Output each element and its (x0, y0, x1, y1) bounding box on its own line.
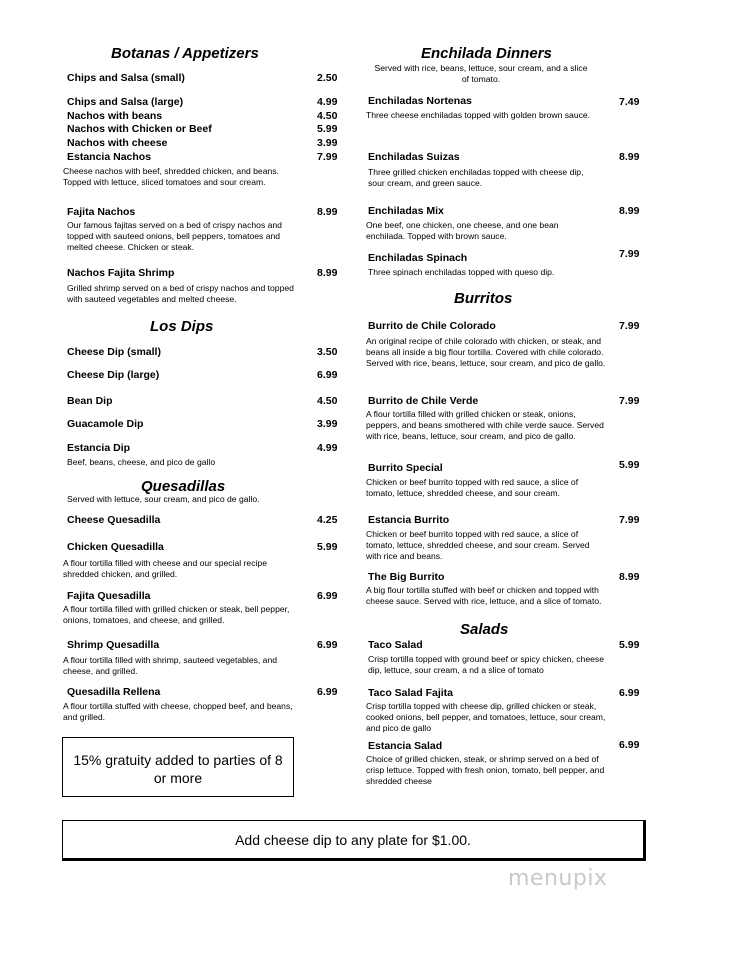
menu-item-price: 6.99 (317, 686, 338, 698)
menu-item-description: Crisp tortilla topped with ground beef or spicy chicken, cheese dip, lettuce, sour cream, a nd a slice of tomato (368, 654, 604, 676)
menu-item-name: Burrito Special (368, 462, 443, 474)
menu-item-price: 7.99 (619, 395, 640, 407)
menu-item-description: Chicken or beef burrito topped with red sauce, a slice of tomato, lettuce, shredded cheese, and sour cream. (366, 477, 579, 499)
menu-item-price: 7.99 (619, 320, 640, 332)
menu-item-name: Nachos with beans (67, 110, 163, 122)
menu-item-name: Estancia Dip (67, 442, 131, 454)
menu-item-description: Choice of grilled chicken, steak, or shrimp served on a bed of crisp lettuce. Topped with fresh onion, tomato, bell pepper, and shredded cheese (366, 754, 605, 787)
menu-item-price: 5.99 (619, 459, 640, 471)
menu-item-price: 3.99 (317, 418, 338, 430)
cheese-dip-note: Add cheese dip to any plate for $1.00. (235, 832, 471, 848)
menu-item-description: A big flour tortilla stuffed with beef or chicken and topped with cheese sauce. Served with rice, lettuce, and a slice of tomato. (366, 585, 602, 607)
menu-item-description: Beef, beans, cheese, and pico de gallo (67, 457, 216, 467)
menu-item-name: Nachos with cheese (67, 137, 168, 149)
menu-item-name: Enchiladas Spinach (368, 252, 468, 264)
section-subtitle: Served with lettuce, sour cream, and pico de gallo. (67, 494, 260, 504)
section-subtitle: Served with rice, beans, lettuce, sour cream, and a slice of tomato. (374, 63, 588, 85)
menu-item-price: 6.99 (317, 369, 338, 381)
menu-item-name: Bean Dip (67, 395, 113, 407)
menu-item-price: 8.99 (619, 205, 640, 217)
menu-item-name: Burrito de Chile Colorado (368, 320, 496, 332)
menu-item-price: 6.99 (619, 687, 640, 699)
menu-item-name: Estancia Nachos (67, 151, 152, 163)
menu-item-price: 4.50 (317, 110, 338, 122)
menu-item-name: Estancia Salad (368, 740, 443, 752)
menu-item-name: Quesadilla Rellena (67, 686, 161, 698)
menu-item-description: Chicken or beef burrito topped with red sauce, a slice of tomato, lettuce, shredded cheese, and sour cream. Served with rice and beans. (366, 529, 590, 562)
menu-item-price: 4.99 (317, 96, 338, 108)
menu-item-price: 5.99 (317, 541, 338, 553)
menu-item-name: The Big Burrito (368, 571, 445, 583)
menu-item-name: Estancia Burrito (368, 514, 450, 526)
menu-item-price: 4.25 (317, 514, 338, 526)
menu-item-name: Burrito de Chile Verde (368, 395, 479, 407)
menu-item-name: Taco Salad Fajita (368, 687, 453, 699)
menu-item-name: Cheese Quesadilla (67, 514, 161, 526)
menu-item-price: 6.99 (317, 590, 338, 602)
menu-item-name: Cheese Dip (large) (67, 369, 160, 381)
enchiladas-heading: Enchilada Dinners (421, 45, 552, 62)
menu-item-description: A flour tortilla filled with cheese and our special recipe shredded chicken, and grilled. (63, 558, 267, 580)
menu-item-name: Guacamole Dip (67, 418, 144, 430)
menu-item-price: 6.99 (317, 639, 338, 651)
salads-heading: Salads (460, 621, 509, 638)
menu-item-description: An original recipe of chile colorado with chicken, or steak, and beans all inside a big flour tortilla. Covered with chile colorado. Served with rice, beans, lettuce, sour cream, and pico de gallo. (366, 336, 606, 369)
menu-item-price: 7.99 (619, 248, 640, 260)
cheese-dip-note-box (62, 820, 646, 861)
menu-item-name: Fajita Nachos (67, 206, 136, 218)
menu-item-price: 7.99 (619, 514, 640, 526)
menu-item-description: Cheese nachos with beef, shredded chicken, and beans. Topped with lettuce, sliced tomatoes and sour cream. (63, 166, 279, 188)
menu-item-name: Shrimp Quesadilla (67, 639, 160, 651)
menu-item-price: 4.50 (317, 395, 338, 407)
menu-item-description: A flour tortilla filled with grilled chicken or steak, onions, peppers, and beans smothered with chile verde sauce. Served with rice, beans, lettuce, sour cream, and pico de gallo. (366, 409, 604, 442)
menu-item-price: 5.99 (619, 639, 640, 651)
appetizers-heading: Botanas / Appetizers (111, 45, 259, 62)
menu-item-description: Three cheese enchiladas topped with golden brown sauce. (366, 110, 591, 120)
menu-item-price: 3.50 (317, 346, 338, 358)
menu-item-price: 8.99 (619, 151, 640, 163)
menu-item-name: Enchiladas Suizas (368, 151, 460, 163)
menu-item-name: Taco Salad (368, 639, 423, 651)
menu-item-name: Nachos Fajita Shrimp (67, 267, 175, 279)
menu-item-name: Chips and Salsa (large) (67, 96, 184, 108)
menu-item-name: Nachos with Chicken or Beef (67, 123, 212, 135)
menu-item-name: Chips and Salsa (small) (67, 72, 185, 84)
menu-item-price: 5.99 (317, 123, 338, 135)
menu-item-description: A flour tortilla filled with grilled chicken or steak, bell pepper, onions, tomatoes, and cheese, and grilled. (63, 604, 290, 626)
gratuity-note: 15% gratuity added to parties of 8 or more (73, 752, 283, 786)
menu-item-description: Three spinach enchiladas topped with queso dip. (368, 267, 555, 277)
menu-item-description: A flour tortilla stuffed with cheese, chopped beef, and beans, and grilled. (63, 701, 293, 723)
menu-item-price: 4.99 (317, 442, 338, 454)
menu-item-name: Enchiladas Mix (368, 205, 444, 217)
menu-item-name: Chicken Quesadilla (67, 541, 164, 553)
menu-item-description: One beef, one chicken, one cheese, and one bean enchilada. Topped with brown sauce. (366, 220, 559, 242)
menu-item-price: 6.99 (619, 739, 640, 751)
burritos-heading: Burritos (454, 290, 513, 307)
menu-item-price: 7.99 (317, 151, 338, 163)
menu-item-price: 7.49 (619, 96, 640, 108)
menu-item-price: 8.99 (619, 571, 640, 583)
menu-item-name: Enchiladas Nortenas (368, 95, 472, 107)
dips-heading: Los Dips (150, 318, 214, 335)
menu-item-price: 2.50 (317, 72, 338, 84)
menu-item-description: Grilled shrimp served on a bed of crispy nachos and topped with sauteed vegetables and melted cheese. (67, 283, 294, 305)
gratuity-note-box (62, 737, 294, 797)
menu-item-description: Three grilled chicken enchiladas topped with cheese dip, sour cream, and green sauce. (368, 167, 584, 189)
menu-item-price: 8.99 (317, 267, 338, 279)
menu-item-price: 3.99 (317, 137, 338, 149)
menu-item-name: Cheese Dip (small) (67, 346, 161, 358)
menu-item-name: Fajita Quesadilla (67, 590, 151, 602)
menu-item-description: Our famous fajitas served on a bed of crispy nachos and topped with sauteed onions, bell peppers, tomatoes and melted cheese. Chicken or steak. (67, 220, 282, 253)
menu-item-description: Crisp tortilla topped with cheese dip, grilled chicken or steak, cooked onions, bell pepper, and tomatoes, lettuce, sour cream, and pico de gallo (366, 701, 606, 734)
watermark-logo: menupix (508, 866, 608, 891)
menu-item-price: 8.99 (317, 206, 338, 218)
menu-item-description: A flour tortilla filled with shrimp, sauteed vegetables, and cheese, and grilled. (63, 655, 278, 677)
quesadillas-heading: Quesadillas (141, 478, 226, 495)
